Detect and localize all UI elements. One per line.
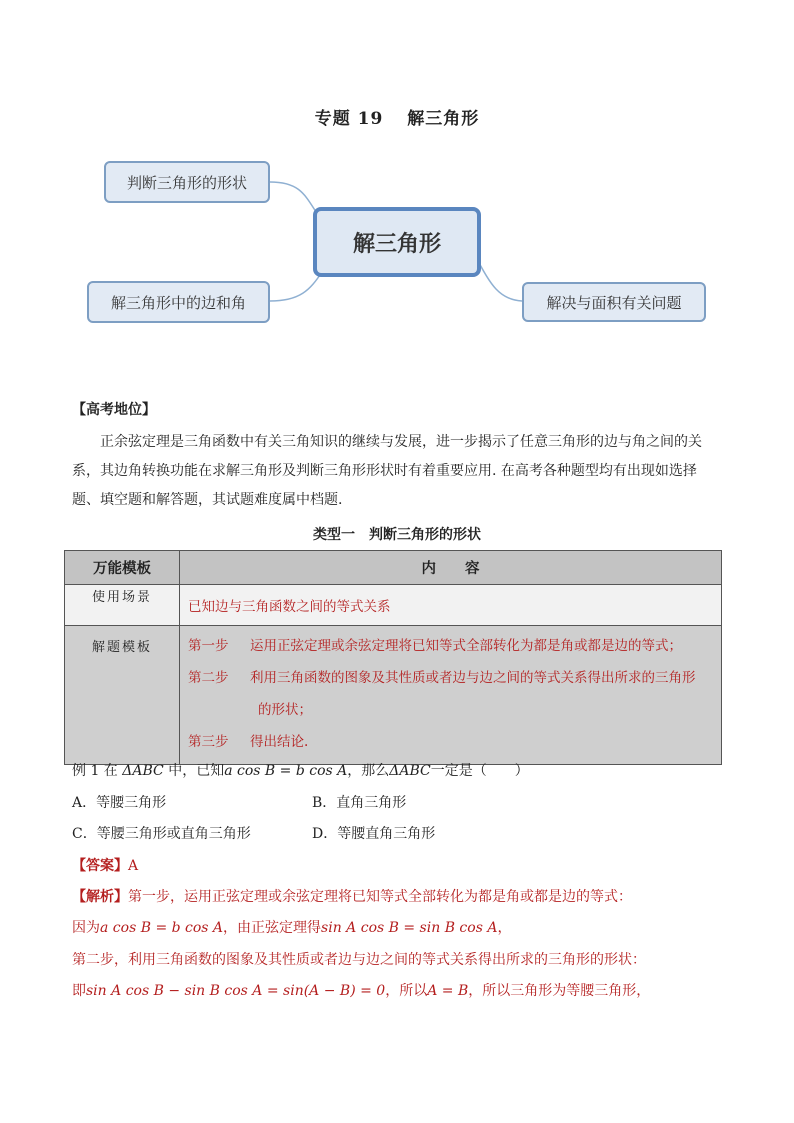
given-equation: a cos B = b cos A: [224, 763, 348, 779]
analysis-tag: 【解析】: [72, 889, 128, 905]
mindmap-center-node: 解三角形: [313, 207, 481, 277]
connector-bottom-left: [270, 272, 322, 301]
topic-number: 专题 19: [314, 109, 384, 129]
template-table: [64, 550, 722, 765]
step-2-continued: 的形状；: [258, 702, 312, 718]
type1-title: 判断三角形的形状: [369, 527, 481, 543]
connector-bottom-right: [475, 255, 522, 301]
option-d: D．等腰直角三角形: [312, 826, 436, 842]
exam-position-paragraph: 正余弦定理是三角函数中有关三角知识的继续与发展，进一步揭示了任意三角形的边与角之间的关系，其边角转换功能在求解三角形及判断三角形形状时有着重要应用. 在高考各种题型均有出现如选择题、填空题和解答题，其试题难度属中档题.: [72, 434, 702, 508]
step-3: 第三步 得出结论.: [188, 734, 309, 750]
topic-title: 解三角形: [407, 109, 480, 129]
header-content: 内 容: [180, 551, 722, 585]
answer-value: A: [128, 858, 139, 874]
mindmap-node-sides-angles: 解三角形中的边和角: [87, 281, 270, 323]
mindmap-node-area: 解决与面积有关问题: [522, 282, 706, 322]
analysis-line-2: 因为a cos B = b cos A，由正弦定理得sin A cos B = sin B cos A，: [72, 920, 512, 936]
type1-label: 类型一: [313, 527, 355, 543]
analysis-line-4: 即sin A cos B − sin B cos A = sin(A − B) = 0，所以A = B，所以三角形为等腰三角形，: [72, 983, 651, 999]
mindmap-node-shape: 判断三角形的形状: [104, 161, 270, 203]
analysis-line-3: 第二步，利用三角函数的图象及其性质或者边与边之间的等式关系得出所求的三角形的形状：: [72, 952, 646, 968]
usage-label: 使用场景: [65, 585, 180, 626]
option-c: C．等腰三角形或直角三角形: [72, 826, 251, 842]
answer-tag: 【答案】: [72, 858, 128, 874]
answer-line: [72, 855, 138, 875]
table-header-row: [65, 551, 722, 585]
table-row-template: [65, 626, 722, 765]
template-label: 解题模板: [65, 626, 180, 765]
option-a: A．等腰三角形: [72, 795, 167, 811]
step-1: 第一步 运用正弦定理或余弦定理将已知等式全部转化为都是角或都是边的等式；: [188, 638, 682, 654]
option-b: B．直角三角形: [312, 795, 407, 811]
triangle-symbol: ΔABC: [122, 763, 164, 779]
example1-stem: 例 1 在 ΔABC 中，已知a cos B = b cos A，那么ΔABC一定是（ ）: [72, 763, 529, 779]
analysis-line-1: 【解析】第一步，运用正弦定理或余弦定理将已知等式全部转化为都是角或都是边的等式：: [72, 889, 632, 905]
connector-top-left: [270, 182, 318, 215]
step-2: 第二步 利用三角函数的图象及其性质或者边与边之间的等式关系得出所求的三角形: [188, 670, 696, 686]
usage-text: 已知边与三角函数之间的等式关系: [180, 585, 722, 626]
header-template: 万能模板: [65, 551, 180, 585]
template-steps: [180, 626, 722, 765]
section-heading-exam-position: 【高考地位】: [72, 402, 156, 418]
table-row-usage: [65, 585, 722, 626]
type1-caption: [0, 524, 794, 544]
